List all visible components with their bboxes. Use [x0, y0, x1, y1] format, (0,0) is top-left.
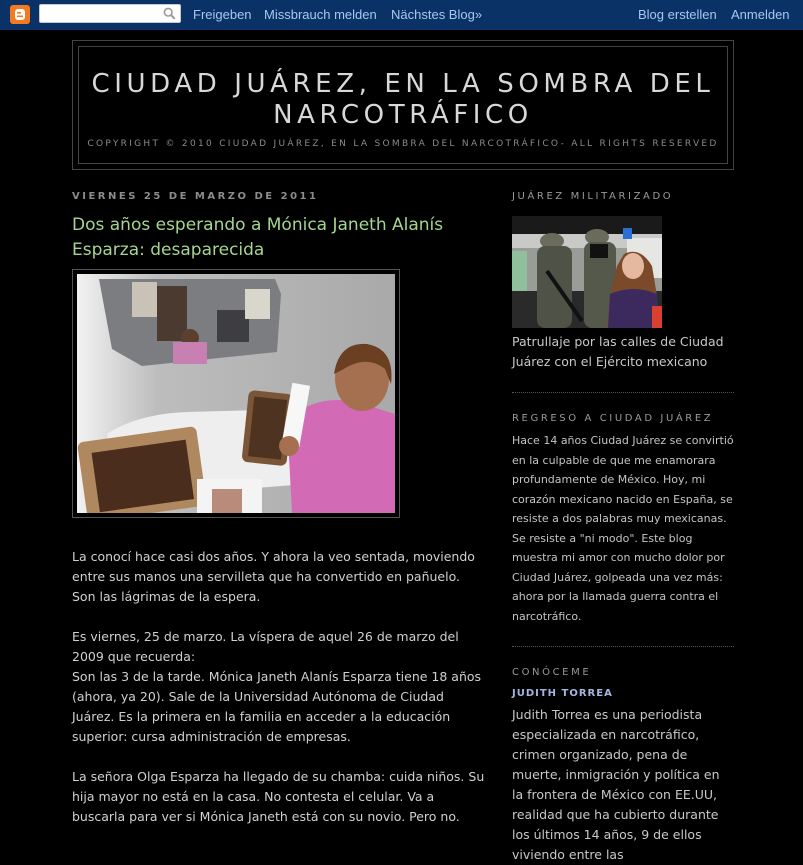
blog-header-inner	[78, 46, 728, 164]
search-icon[interactable]	[163, 7, 176, 23]
post-paragraph: La señora Olga Esparza ha llegado de su chamba: cuida niños. Su hija mayor no está en la casa. No contesta el celular. Va a buscarla para ver si Mónica Janeth está con su novio. Pero no.	[72, 769, 485, 824]
navbar-search-box	[39, 4, 181, 23]
main-column	[72, 190, 487, 847]
sidebar	[512, 190, 734, 865]
share-link[interactable]: Freigeben	[193, 7, 252, 22]
next-blog-link[interactable]: Nächstes Blog»	[391, 7, 483, 22]
post-paragraph: La conocí hace casi dos años. Y ahora la veo sentada, moviendo entre sus manos una servilleta que ha convertido en pañuelo. Son las lágrimas de la espera.	[72, 549, 475, 604]
widget-title: REGRESO A CIUDAD JUÁREZ	[512, 413, 714, 424]
profile-name-link[interactable]: JUDITH TORREA	[512, 688, 613, 699]
post-image[interactable]	[72, 269, 400, 518]
widget-title: CONÓCEME	[512, 667, 592, 678]
blogger-logo-icon[interactable]	[10, 5, 30, 24]
blog-header	[72, 40, 734, 170]
post-paragraph: Son las 3 de la tarde. Mónica Janeth Alanís Esparza tiene 18 años (ahora, ya 20). Sale de la Universidad Autónoma de Ciudad Juárez. Es la primera en la familia en acceder a la educación superior: cursa administración de empresas.	[72, 669, 482, 744]
widget-title: JUÁREZ MILITARIZADO	[512, 191, 674, 202]
post-photo	[77, 274, 395, 513]
profile-text: Judith Torrea es una periodista especializada en narcotráfico, crimen organizado, pena de muerte, inmigración y política en la frontera de México con EE.UU, realidad que ha cubierto durante los últimos 14 años, 9 de ellos viviendo entre las	[512, 707, 720, 862]
blogger-navbar	[0, 0, 803, 30]
widget-divider	[512, 392, 734, 393]
widget-image[interactable]	[512, 216, 662, 328]
military-patrol-photo	[512, 216, 662, 328]
widget-profile	[512, 666, 734, 865]
report-abuse-link[interactable]: Missbrauch melden	[264, 7, 377, 22]
widget-text: Hace 14 años Ciudad Juárez se convirtió en la culpable de que me enamorara profundamente de México. Hoy, mi corazón mexicano nacido en España, se resiste a dos palabras muy mexicanas. Se resiste a "ni modo". Este blog muestra mi amor con mucho dolor por Ciudad Juárez, golpeada una vez más: ahora por la llamada guerra contra el narcotráfico.	[512, 434, 734, 623]
navbar-search-input[interactable]	[43, 6, 165, 24]
widget-juarez-militarizado	[512, 190, 734, 372]
create-blog-link[interactable]: Blog erstellen	[638, 7, 717, 22]
post-body	[72, 547, 487, 827]
widget-regreso	[512, 412, 734, 626]
post-paragraph: Es viernes, 25 de marzo. La víspera de aquel 26 de marzo del 2009 que recuerda:	[72, 629, 459, 664]
blog-title[interactable]: CIUDAD JUÁREZ, EN LA SOMBRA DEL NARCOTRÁFICO	[91, 69, 715, 130]
widget-divider	[512, 646, 734, 647]
post-date: VIERNES 25 DE MARZO DE 2011	[72, 191, 319, 202]
post-title[interactable]: Dos años esperando a Mónica Janeth Alanís Esparza: desaparecida	[72, 215, 444, 260]
widget-caption: Patrullaje por las calles de Ciudad Juárez con el Ejército mexicano	[512, 334, 724, 369]
sign-in-link[interactable]: Anmelden	[731, 7, 790, 22]
blog-description: COPYRIGHT © 2010 CIUDAD JUÁREZ, EN LA SOMBRA DEL NARCOTRÁFICO- ALL RIGHTS RESERVED	[87, 139, 719, 149]
